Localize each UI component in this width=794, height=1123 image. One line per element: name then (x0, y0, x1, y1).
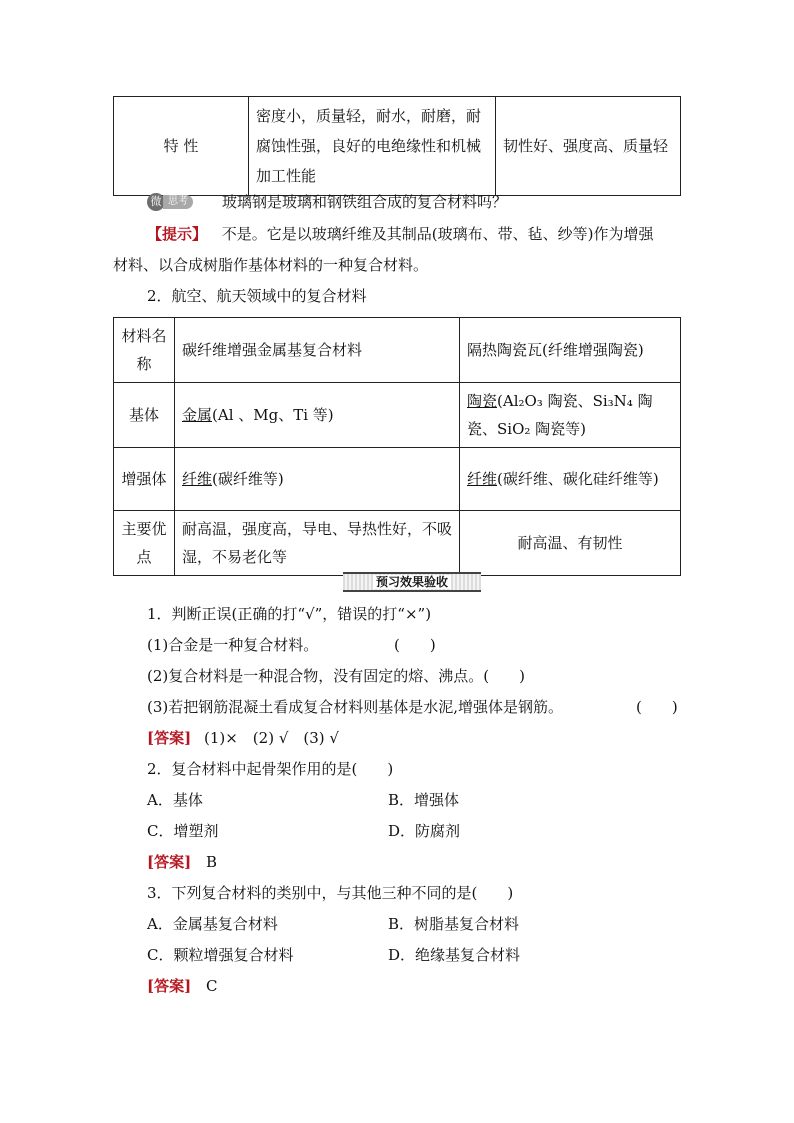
q2-stem: 2．复合材料中起骨架作用的是( ) (147, 760, 394, 778)
matrix-col-1 (175, 383, 460, 448)
properties-cell-2: 韧性好、强度高、质量轻 (496, 97, 681, 196)
advantage-label: 主要优点 (114, 511, 175, 576)
q3-option-d: D．绝缘基复合材料 (388, 946, 521, 964)
hint-line-1 (147, 223, 654, 245)
q2-answer (147, 851, 217, 873)
table-row (114, 448, 681, 511)
reinforce-col-1 (175, 448, 460, 511)
matrix-label: 基体 (114, 383, 175, 448)
table-row (114, 383, 681, 448)
header-col-1: 碳纤维增强金属基复合材料 (175, 318, 460, 383)
row-label-properties: 特 性 (114, 97, 249, 196)
matrix-col-2-rest: (Al₂O₃ 陶瓷、Si₃N₄ 陶瓷、SiO₂ 陶瓷等) (467, 392, 653, 438)
header-col-2: 隔热陶瓷瓦(纤维增强陶瓷) (460, 318, 681, 383)
q1-statement-1: (1)合金是一种复合材料。 (147, 636, 319, 654)
header-label: 材料名称 (114, 318, 175, 383)
reinforce-col-2 (460, 448, 681, 511)
advantage-col-1: 耐高温，强度高，导电、导热性好，不吸湿，不易老化等 (175, 511, 460, 576)
section-banner-text: 预习效果验收 (373, 575, 451, 589)
hint-text-1: 不是。它是以玻璃纤维及其制品(玻璃布、带、毡、纱等)作为增强 (221, 225, 654, 243)
think-badge-tag: 思考 (163, 195, 193, 209)
q2-option-c: C．增塑剂 (147, 822, 219, 840)
q1-answer-label: [答案] (147, 729, 192, 747)
think-badge-circle: 微 (147, 193, 165, 211)
q3-answer-label: [答案] (147, 977, 192, 995)
reinforce-col-1-rest: (碳纤维等) (212, 470, 284, 488)
q1-statement-3: (3)若把钢筋混凝土看成复合材料则基体是水泥,增强体是钢筋。 (147, 698, 564, 716)
q3-option-a: A．金属基复合材料 (147, 915, 278, 933)
think-question: 玻璃钢是玻璃和钢铁组合成的复合材料吗？ (222, 193, 508, 211)
think-badge (147, 193, 203, 211)
table-row (114, 318, 681, 383)
properties-table (113, 96, 681, 196)
reinforce-col-2-rest: (碳纤维、碳化硅纤维等) (497, 470, 659, 488)
aerospace-table (113, 317, 681, 576)
q2-option-b: B．增强体 (388, 791, 460, 809)
matrix-col-2-underlined: 陶瓷 (467, 392, 498, 410)
q1-stem: 1．判断正误(正确的打“√”，错误的打“×”) (147, 605, 432, 623)
q2-answer-label: [答案] (147, 853, 192, 871)
section-banner (343, 572, 481, 592)
table-row (114, 97, 681, 196)
advantage-col-2: 耐高温、有韧性 (460, 511, 681, 576)
q3-answer-text: C (205, 977, 218, 995)
section-2-heading: 2．航空、航天领域中的复合材料 (147, 287, 367, 305)
q1-answer (147, 727, 339, 749)
q3-answer (147, 975, 217, 997)
hint-label: 【提示】 (147, 225, 208, 243)
reinforce-col-2-underlined: 纤维 (467, 470, 498, 488)
q1-answer-text: (1)× (2) √ (3) √ (203, 729, 339, 747)
q1-statement-2: (2)复合材料是一种混合物，没有固定的熔、沸点。( ) (147, 667, 525, 685)
reinforce-label: 增强体 (114, 448, 175, 511)
hint-line-2: 材料、以合成树脂作基体材料的一种复合材料。 (113, 256, 429, 274)
q3-option-b: B．树脂基复合材料 (388, 915, 520, 933)
reinforce-col-1-underlined: 纤维 (182, 470, 213, 488)
properties-cell-1: 密度小，质量轻，耐水，耐磨，耐腐蚀性强，良好的电绝缘性和机械加工性能 (249, 97, 496, 196)
q1-statement-1-paren: ( ) (394, 636, 436, 654)
q3-option-c: C．颗粒增强复合材料 (147, 946, 294, 964)
matrix-col-1-rest: (Al 、Mg、Ti 等) (212, 406, 334, 424)
q2-option-d: D．防腐剂 (388, 822, 461, 840)
matrix-col-2 (460, 383, 681, 448)
q2-option-a: A．基体 (147, 791, 203, 809)
q2-answer-text: B (205, 853, 218, 871)
q3-stem: 3．下列复合材料的类别中，与其他三种不同的是( ) (147, 884, 514, 902)
q1-statement-3-paren: ( ) (636, 698, 678, 716)
matrix-col-1-underlined: 金属 (182, 406, 213, 424)
table-row (114, 511, 681, 576)
